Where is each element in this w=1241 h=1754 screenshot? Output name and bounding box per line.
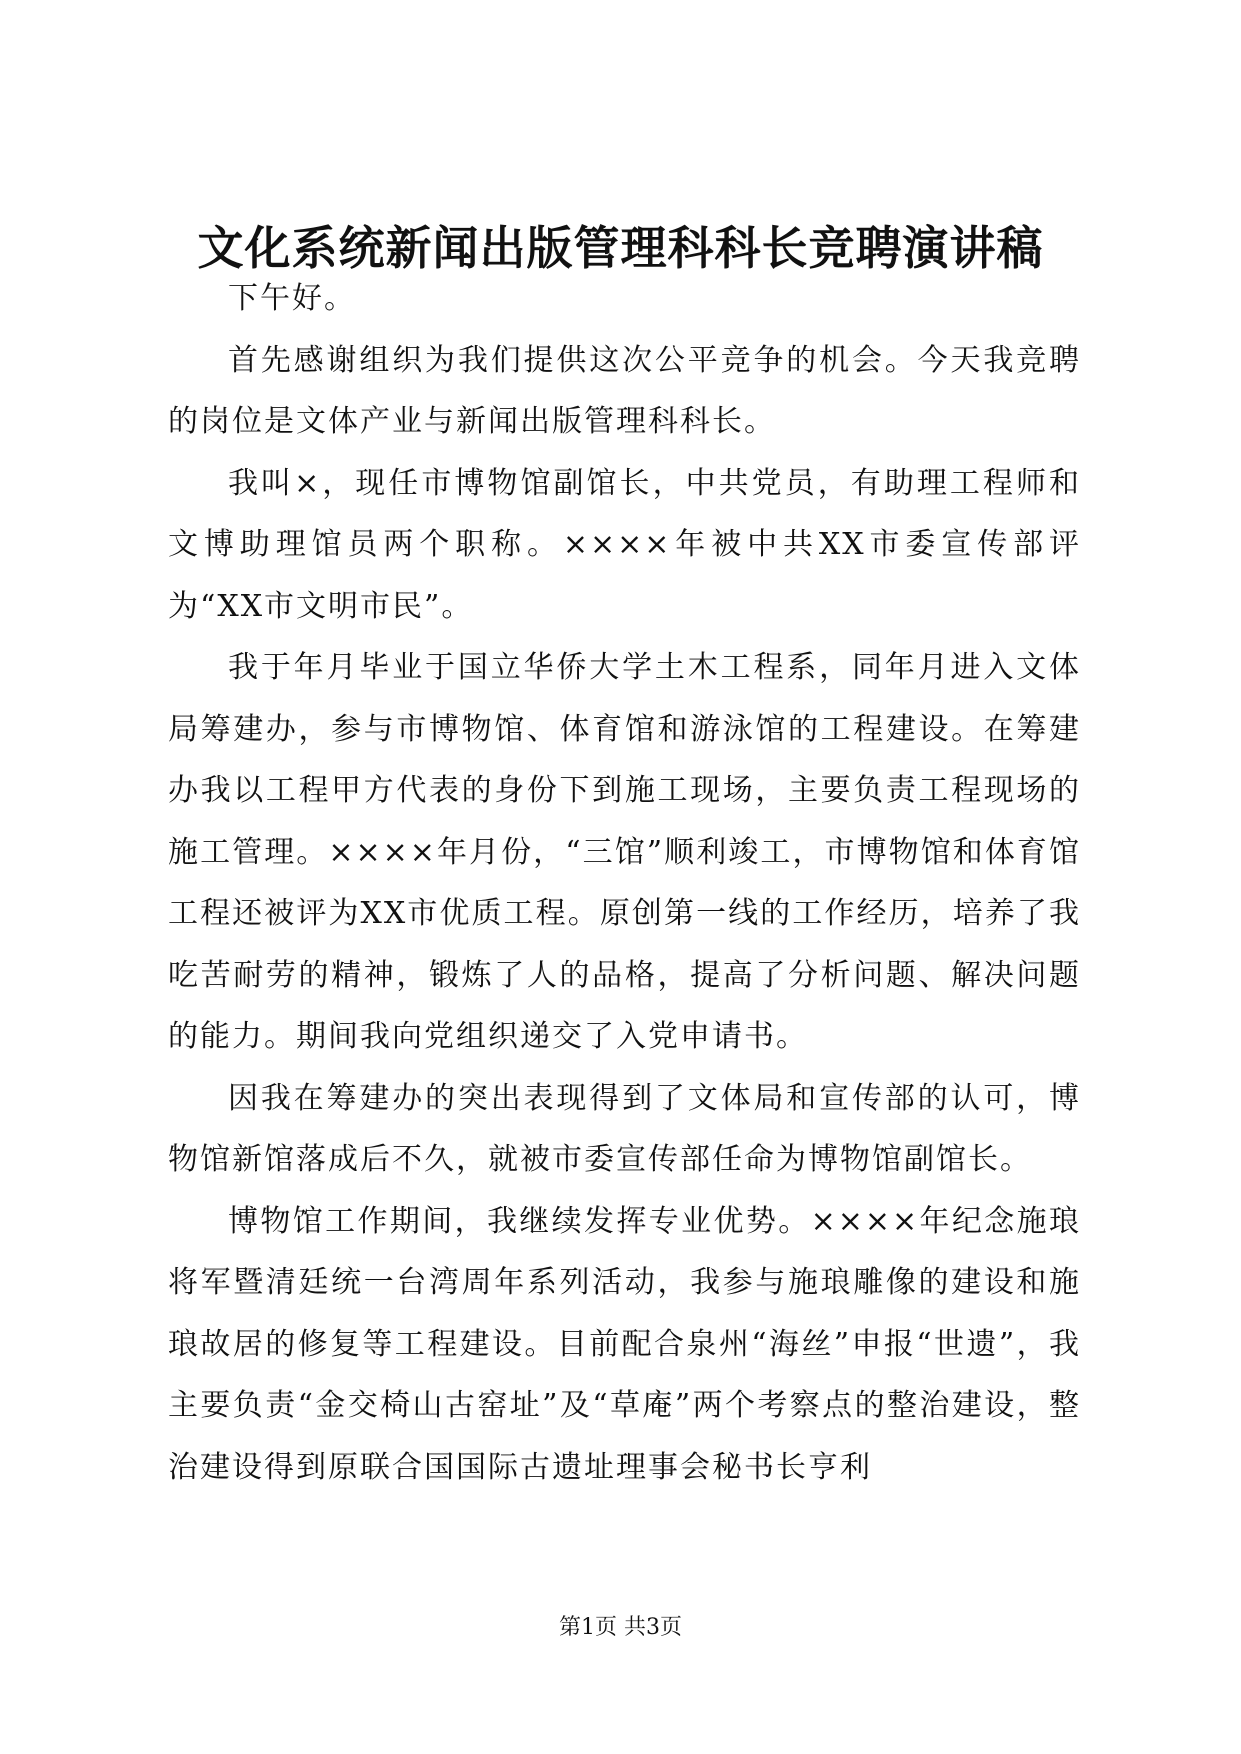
page-number-footer: 第1页 共3页 <box>559 1615 682 1640</box>
paragraph-education-experience: 我于年月毕业于国立华侨大学土木工程系，同年月进入文体局筹建办，参与市博物馆、体育馆和游泳馆的工程建设。在筹建办我以工程甲方代表的身份下到施工现场，主要负责工程现场的施工管理。××××年月份，“三馆”顺利竣工，市博物馆和体育馆工程还被评为XX市优质工程。原创第一线的工作经历，培养了我吃苦耐劳的精神，锻炼了人的品格，提高了分析问题、解决问题的能力。期间我向党组织递交了入党申请书。 <box>168 650 1081 1054</box>
paragraph-museum-work: 博物馆工作期间，我继续发挥专业优势。××××年纪念施琅将军暨清廷统一台湾周年系列活动，我参与施琅雕像的建设和施琅故居的修复等工程建设。目前配合泉州“海丝”申报“世遗”，我主要负责“金交椅山古窑址”及“草庵”两个考察点的整治建设，整治建设得到原联合国国际古遗址理事会秘书长亨利 <box>168 1203 1081 1485</box>
paragraph-introduction: 我叫×，现任市博物馆副馆长，中共党员，有助理工程师和文博助理馆员两个职称。××××年被中共XX市委宣传部评为“XX市文明市民”。 <box>168 465 1081 624</box>
paragraph-appointment: 因我在筹建办的突出表现得到了文体局和宣传部的认可，博物馆新馆落成后不久，就被市委宣传部任命为博物馆副馆长。 <box>168 1080 1081 1177</box>
document-title: 文化系统新闻出版管理科科长竞聘演讲稿 <box>197 221 1044 275</box>
paragraph-thanks: 首先感谢组织为我们提供这次公平竞争的机会。今天我竞聘的岗位是文体产业与新闻出版管理科科长。 <box>168 342 1081 439</box>
paragraph-greeting: 下午好。 <box>228 281 356 316</box>
document-body <box>168 268 1081 1498</box>
